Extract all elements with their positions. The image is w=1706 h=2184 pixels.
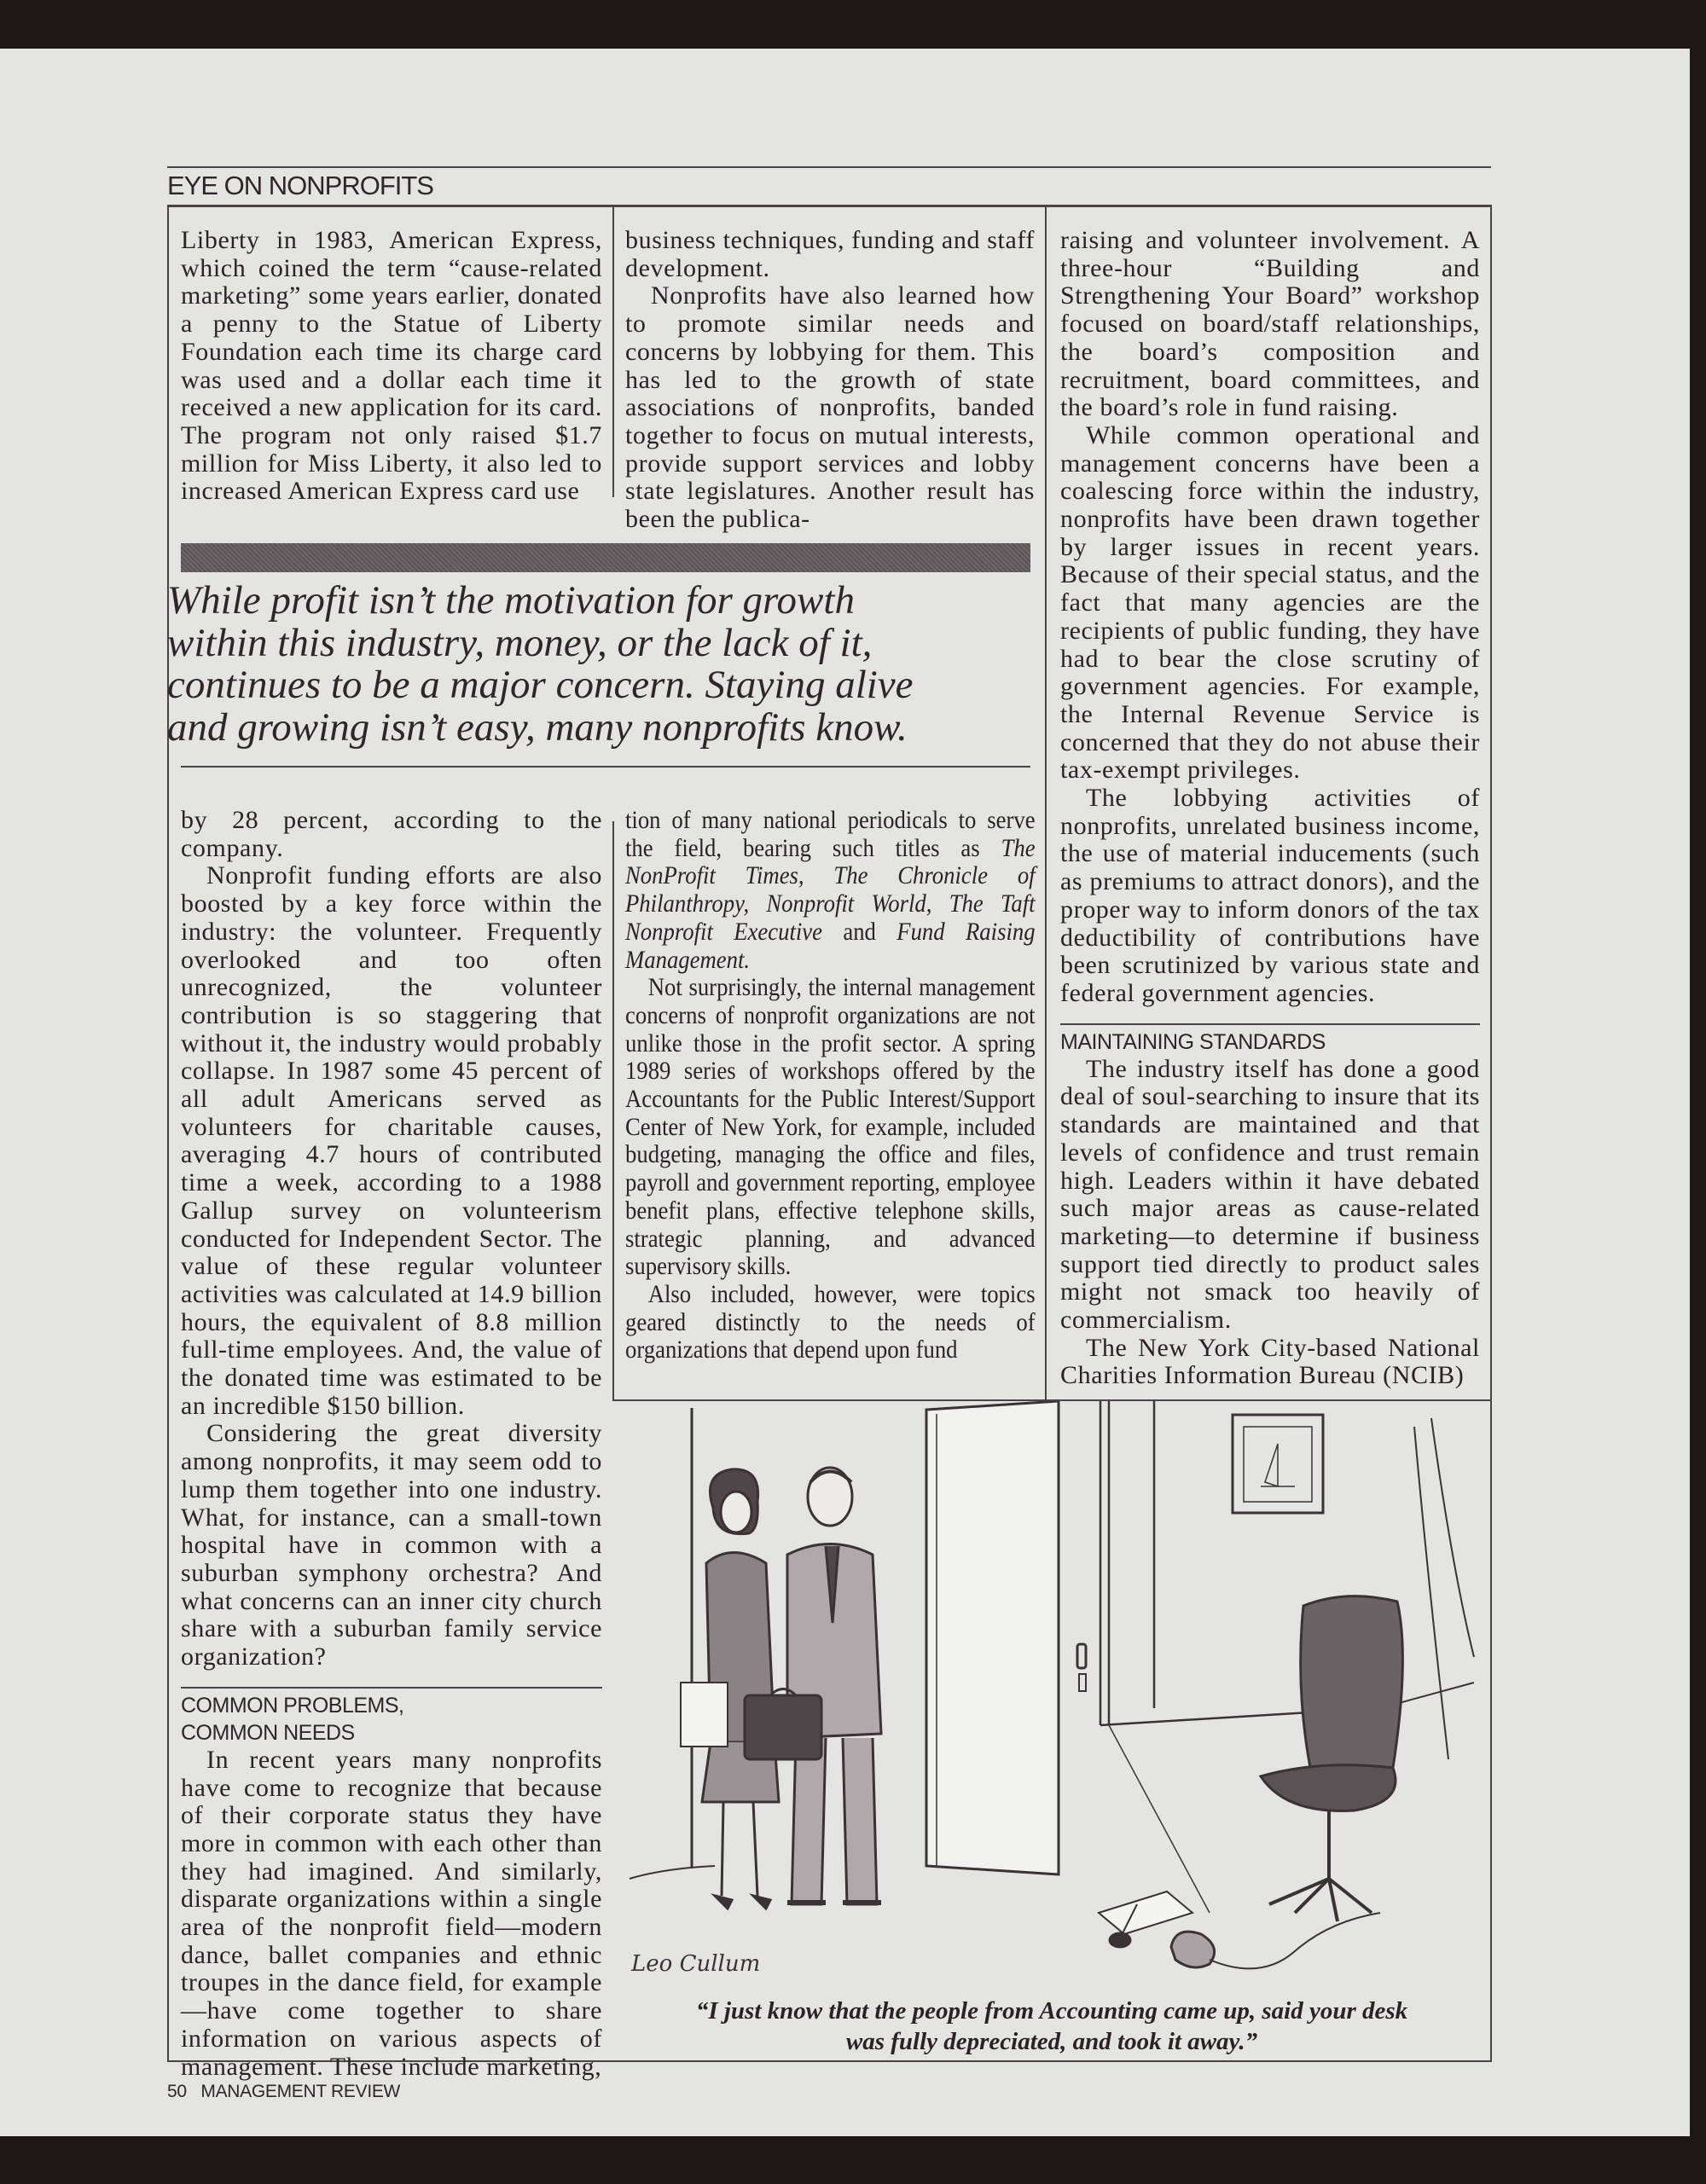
pull-quote-line: continues to be a major concern. Staying alive: [167, 663, 914, 707]
pull-quote-rule: [181, 766, 1030, 768]
paragraph: business techniques, funding and staff development.: [625, 226, 1035, 282]
column-divider-top-1: [612, 207, 614, 497]
paragraph: Nonprofits have also learned how to promote similar needs and concerns by lobbying for them. This has led to the growth of state associations of nonprofits, banded together to focus on mutual interests, provide support services and lobby state legislatures. Another result has been the publica-: [625, 281, 1035, 534]
publication-name: MANAGEMENT REVIEW: [200, 2082, 401, 2101]
door-handle: [1077, 1644, 1086, 1668]
woman-figure: [681, 1469, 779, 1909]
header-top-rule: [167, 166, 1491, 168]
pen-holder: [1110, 1933, 1130, 1947]
section-rule: [1060, 1023, 1480, 1025]
text: and: [821, 917, 897, 946]
sailboat-picture: [1261, 1444, 1295, 1486]
page-footer: [167, 2082, 400, 2102]
column-divider-lower-1: [612, 821, 614, 1401]
paragraph: While common operational and management concerns have been a coalescing force within the industry, nonprofits have been drawn together by larger issues in recent years. Because of their special status, and the fact that many agencies are the recipients of public funding, they have had to bear the close scrutiny of government agencies. For example, the Internal Revenue Service is concerned that they do not abuse their tax-exempt privileges.: [1060, 420, 1480, 785]
pull-quote-line: and growing isn’t easy, many nonprofits know.: [167, 705, 908, 750]
pull-quote-line: within this industry, money, or the lack of it,: [167, 621, 873, 665]
top-column-2: [625, 227, 1035, 534]
top-column-1: [181, 227, 602, 506]
lower-column-1: [181, 807, 602, 2081]
open-door: [926, 1401, 1059, 1874]
empty-chair: [1261, 1596, 1402, 1921]
paragraph: The lobbying activities of nonprofits, unrelated business income, the use of material inducements (such as premiums to attract donors), and the proper way to inform donors of the tax deductibility of contributions have been scrutinized by various state and federal government agencies.: [1060, 784, 1480, 1007]
paragraph: Liberty in 1983, American Express, which coined the term “cause-related marketing” some years earlier, donated a penny to the Statue of Liberty Foundation each time its charge card was used and a dollar each time it received a new application for its card. The program not only raised $1.7 million for Miss Liberty, it also led to increased American Express card use: [181, 226, 602, 506]
page-number: 50: [167, 2082, 187, 2101]
lower-column-2: [625, 807, 1036, 1364]
paragraph: The industry itself has done a good deal of soul-searching to insure that its standards are maintained and that levels of confidence and trust remain high. Leaders within it have debated such major areas as cause-related marketing—to determine if business support tied directly to product sales might not smack too heavily of commercialism.: [1060, 1054, 1480, 1335]
paragraph: [625, 807, 1036, 974]
telephone: [1171, 1932, 1215, 1967]
cartoonist-signature: Leo Cullum: [631, 1951, 761, 1977]
text: tion of many national periodicals to serve the field, bearing such titles as: [625, 806, 1036, 862]
section-heading-maintaining-standards: MAINTAINING STANDARDS: [1060, 1029, 1326, 1054]
section-title: EYE ON NONPROFITS: [167, 171, 433, 200]
column-3: [1060, 227, 1480, 1390]
cartoon-illustration: [612, 1401, 1491, 1998]
papers: [681, 1683, 728, 1747]
section-heading-common-needs: COMMON NEEDS: [181, 1720, 355, 1745]
briefcase: [745, 1695, 821, 1759]
section-rule: [181, 1687, 602, 1689]
paragraph: Also included, however, were topics geared distinctly to the needs of organizations that depend upon fund: [625, 1279, 1036, 1364]
paragraph: by 28 percent, according to the company.: [181, 806, 602, 862]
pull-quote-bar: [181, 543, 1030, 572]
cartoon-caption-line: “I just know that the people from Accounting came up, said your desk: [695, 1997, 1408, 2025]
paragraph: Not surprisingly, the internal management concerns of nonprofit organizations are not unlike those in the profit sector. A spring 1989 series of workshops offered by the Accountants for the Public Interest/Support Center of New York, for example, included budgeting, managing the office and files, payroll and government reporting, employee benefit plans, effective telephone skills, strategic planning, and advanced supervisory skills.: [625, 973, 1036, 1281]
frame-left: [167, 205, 169, 2062]
paragraph: raising and volunteer involvement. A three-hour “Building and Strengthening Your Board” workshop focused on board/staff relationships, the board’s composition and recruitment, board committees, and the board’s role in fund raising.: [1060, 226, 1480, 422]
periodical-titles: The NonProfit Times, The Chronicle of Philanthropy, Nonprofit World, The Taft Nonprofit Executive: [625, 833, 1036, 946]
paragraph: The New York City-based National Charities Information Bureau (NCIB): [1060, 1333, 1480, 1390]
papers-on-floor: [1099, 1891, 1192, 1934]
column-divider-2: [1045, 207, 1047, 1399]
periodical-title: Fund Raising Management.: [625, 917, 1036, 974]
paragraph: Considering the great diversity among nonprofits, it may seem odd to lump them together into one industry. What, for instance, can a small-town hospital have in common with a suburban symphony orchestra? And what concerns can an inner city church share with a suburban family service organization?: [181, 1419, 602, 1671]
paragraph: In recent years many nonprofits have come to recognize that because of their corporate status they have more in common with each other than they had imagined. And similarly, disparate organizations within a single area of the nonprofit field—modern dance, ballet companies and ethnic troupes in the dance field, for example—have come together to share information on various aspects of management. These include marketing,: [181, 1745, 602, 2081]
cartoon-box: [612, 1399, 1492, 2064]
cartoon-caption-line: was fully depreciated, and took it away.”: [845, 2028, 1258, 2055]
header-bottom-rule: [167, 205, 1491, 207]
pull-quote-line: While profit isn’t the motivation for growth: [167, 578, 855, 623]
paragraph: Nonprofit funding efforts are also boosted by a key force within the industry: the volunteer. Frequently overlooked and too often unrecognized, the volunteer contribution is so staggering that without it, the industry would probably collapse. In 1987 some 45 percent of all adult Americans served as volunteers for charitable causes, averaging 4.7 hours of contributed time a week, according to a 1988 Gallup survey on volunteerism conducted for Independent Sector. The value of these regular volunteer activities was calculated at 14.9 billion hours, the equivalent of 8.8 million full-time employees. And, the value of the donated time was estimated to be an incredible $150 billion.: [181, 861, 602, 1420]
section-heading-common-problems: COMMON PROBLEMS,: [181, 1693, 404, 1718]
